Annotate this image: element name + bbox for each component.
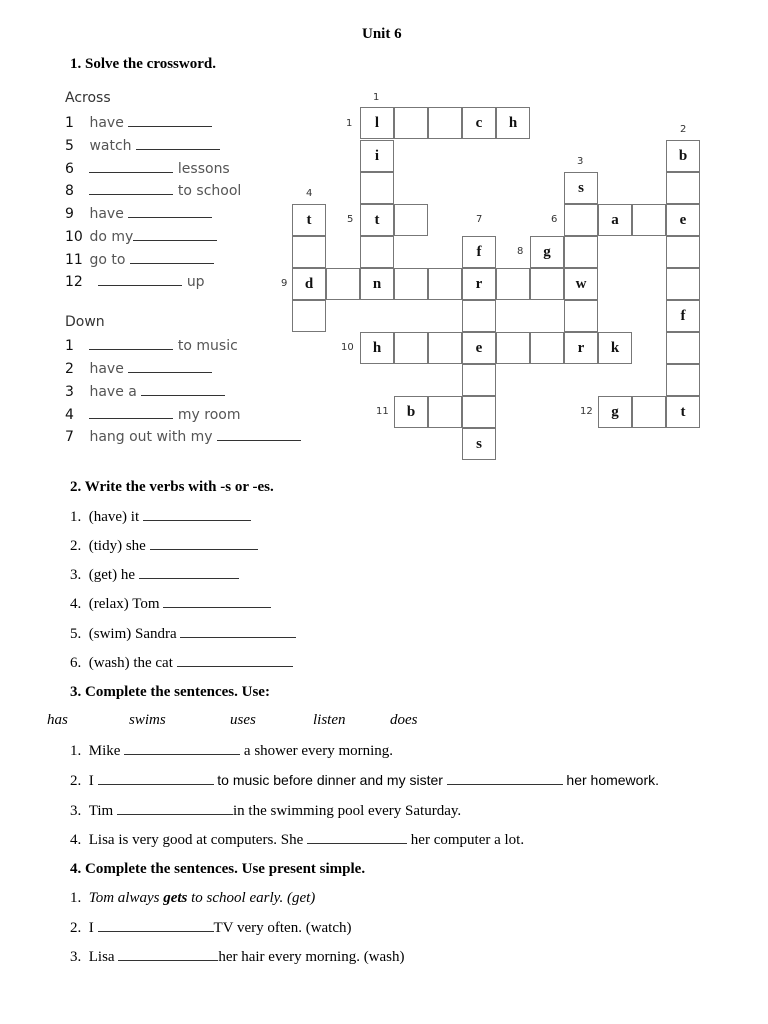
- crossword-cell[interactable]: w: [564, 268, 598, 300]
- crossword-cell[interactable]: f: [666, 300, 700, 332]
- word-bank-uses: uses: [230, 712, 256, 728]
- crossword-clue-number: 8: [517, 246, 524, 257]
- across-clue-12: 12 up: [65, 274, 205, 290]
- crossword-cell[interactable]: k: [598, 332, 632, 364]
- ex4-sentence-2: 2. I TV very often. (watch): [70, 920, 352, 936]
- crossword-clue-number: 12: [580, 406, 593, 417]
- crossword-cell[interactable]: [632, 204, 666, 236]
- crossword-cell[interactable]: g: [530, 236, 564, 268]
- crossword-cell[interactable]: t: [666, 396, 700, 428]
- word-bank-swims: swims: [129, 712, 166, 728]
- crossword-cell[interactable]: [428, 107, 462, 139]
- ex3-sentence-4: 4. Lisa is very good at computers. She her computer a lot.: [70, 832, 525, 848]
- ex2-item-2: 2. (tidy) she: [70, 537, 258, 555]
- down-clue-2: 2 have: [65, 360, 212, 377]
- crossword-cell[interactable]: [394, 332, 428, 364]
- crossword-cell[interactable]: [360, 236, 394, 268]
- crossword-cell[interactable]: [496, 332, 530, 364]
- across-clue-8: 8 to school: [65, 183, 242, 199]
- crossword-clue-number: 1: [373, 92, 380, 103]
- crossword-cell[interactable]: [530, 332, 564, 364]
- crossword-cell[interactable]: [462, 300, 496, 332]
- crossword-cell[interactable]: s: [564, 172, 598, 204]
- across-clue-6: 6 lessons: [65, 161, 230, 177]
- ex2-item-3: 3. (get) he: [70, 566, 239, 584]
- crossword-cell[interactable]: h: [496, 107, 530, 139]
- crossword-cell[interactable]: [666, 332, 700, 364]
- down-clue-4: 4 my room: [65, 407, 241, 423]
- crossword-cell[interactable]: i: [360, 140, 394, 172]
- crossword-cell[interactable]: [326, 268, 360, 300]
- ex2-item-5: 5. (swim) Sandra: [70, 625, 296, 643]
- crossword-cell[interactable]: b: [666, 140, 700, 172]
- crossword-cell[interactable]: [564, 300, 598, 332]
- word-bank-listen: listen: [313, 712, 346, 728]
- crossword-cell[interactable]: e: [666, 204, 700, 236]
- crossword-clue-number: 6: [551, 214, 558, 225]
- crossword-cell[interactable]: n: [360, 268, 394, 300]
- word-bank-has: has: [47, 712, 68, 728]
- down-header: Down: [65, 314, 105, 330]
- crossword-clue-number: 7: [476, 214, 483, 225]
- crossword-cell[interactable]: [666, 364, 700, 396]
- exercise-2-heading: 2. Write the verbs with -s or -es.: [70, 479, 274, 495]
- ex2-item-6: 6. (wash) the cat: [70, 654, 293, 672]
- crossword-cell[interactable]: [428, 268, 462, 300]
- crossword-clue-number: 3: [577, 156, 584, 167]
- crossword-cell[interactable]: [496, 268, 530, 300]
- crossword-cell[interactable]: [564, 204, 598, 236]
- crossword-cell[interactable]: [632, 396, 666, 428]
- across-clue-10: 10 do my: [65, 228, 217, 245]
- across-clue-1: 1 have: [65, 114, 212, 131]
- ex4-sentence-1-example: 1. Tom always gets to school early. (get): [70, 890, 316, 906]
- exercise-3-heading: 3. Complete the sentences. Use:: [70, 684, 270, 700]
- crossword-cell[interactable]: b: [394, 396, 428, 428]
- crossword-cell[interactable]: [428, 332, 462, 364]
- exercise-4-heading: 4. Complete the sentences. Use present simple.: [70, 861, 366, 877]
- crossword-cell[interactable]: s: [462, 428, 496, 460]
- crossword-cell[interactable]: [666, 172, 700, 204]
- crossword-cell[interactable]: [462, 364, 496, 396]
- ex2-item-1: 1. (have) it: [70, 508, 251, 526]
- crossword-clue-number: 5: [347, 214, 354, 225]
- crossword-cell[interactable]: h: [360, 332, 394, 364]
- crossword-cell[interactable]: [564, 236, 598, 268]
- crossword-cell[interactable]: e: [462, 332, 496, 364]
- crossword-clue-number: 9: [281, 278, 288, 289]
- across-clue-11: 11 go to: [65, 251, 214, 268]
- ex2-item-4: 4. (relax) Tom: [70, 595, 271, 613]
- crossword-cell[interactable]: t: [292, 204, 326, 236]
- down-clue-7: 7 hang out with my: [65, 428, 301, 445]
- crossword-clue-number: 2: [680, 124, 687, 135]
- across-clue-5: 5 watch: [65, 137, 220, 154]
- word-bank-does: does: [390, 712, 418, 728]
- crossword-clue-number: 4: [306, 188, 313, 199]
- crossword-cell[interactable]: [360, 172, 394, 204]
- crossword-cell[interactable]: [428, 396, 462, 428]
- crossword-cell[interactable]: [462, 396, 496, 428]
- crossword-cell[interactable]: [292, 236, 326, 268]
- crossword-cell[interactable]: f: [462, 236, 496, 268]
- crossword-cell[interactable]: [666, 236, 700, 268]
- crossword-cell[interactable]: c: [462, 107, 496, 139]
- ex3-sentence-3: 3. Tim in the swimming pool every Saturday.: [70, 803, 462, 819]
- crossword-cell[interactable]: [394, 107, 428, 139]
- ex3-sentence-1: 1. Mike a shower every morning.: [70, 743, 394, 759]
- crossword-cell[interactable]: l: [360, 107, 394, 139]
- across-clue-9: 9 have: [65, 205, 212, 222]
- crossword-cell[interactable]: a: [598, 204, 632, 236]
- crossword-cell[interactable]: [394, 204, 428, 236]
- crossword-cell[interactable]: d: [292, 268, 326, 300]
- crossword-grid: [0, 0, 768, 470]
- down-clue-3: 3 have a: [65, 383, 225, 400]
- crossword-cell[interactable]: r: [462, 268, 496, 300]
- exercise-1-heading: 1. Solve the crossword.: [70, 56, 216, 72]
- crossword-cell[interactable]: g: [598, 396, 632, 428]
- crossword-clue-number: 11: [376, 406, 389, 417]
- crossword-clue-number: 10: [341, 342, 354, 353]
- across-header: Across: [65, 90, 111, 106]
- crossword-cell[interactable]: [292, 300, 326, 332]
- down-clue-1: 1 to music: [65, 338, 238, 354]
- crossword-cell[interactable]: [666, 268, 700, 300]
- page-title: Unit 6: [362, 26, 402, 42]
- ex3-sentence-2: 2. I to music before dinner and my sister her homework.: [70, 772, 659, 789]
- crossword-cell[interactable]: [530, 268, 564, 300]
- crossword-cell[interactable]: t: [360, 204, 394, 236]
- crossword-cell[interactable]: [394, 268, 428, 300]
- crossword-clue-number: 1: [346, 118, 353, 129]
- ex4-sentence-3: 3. Lisa her hair every morning. (wash): [70, 949, 405, 965]
- crossword-cell[interactable]: r: [564, 332, 598, 364]
